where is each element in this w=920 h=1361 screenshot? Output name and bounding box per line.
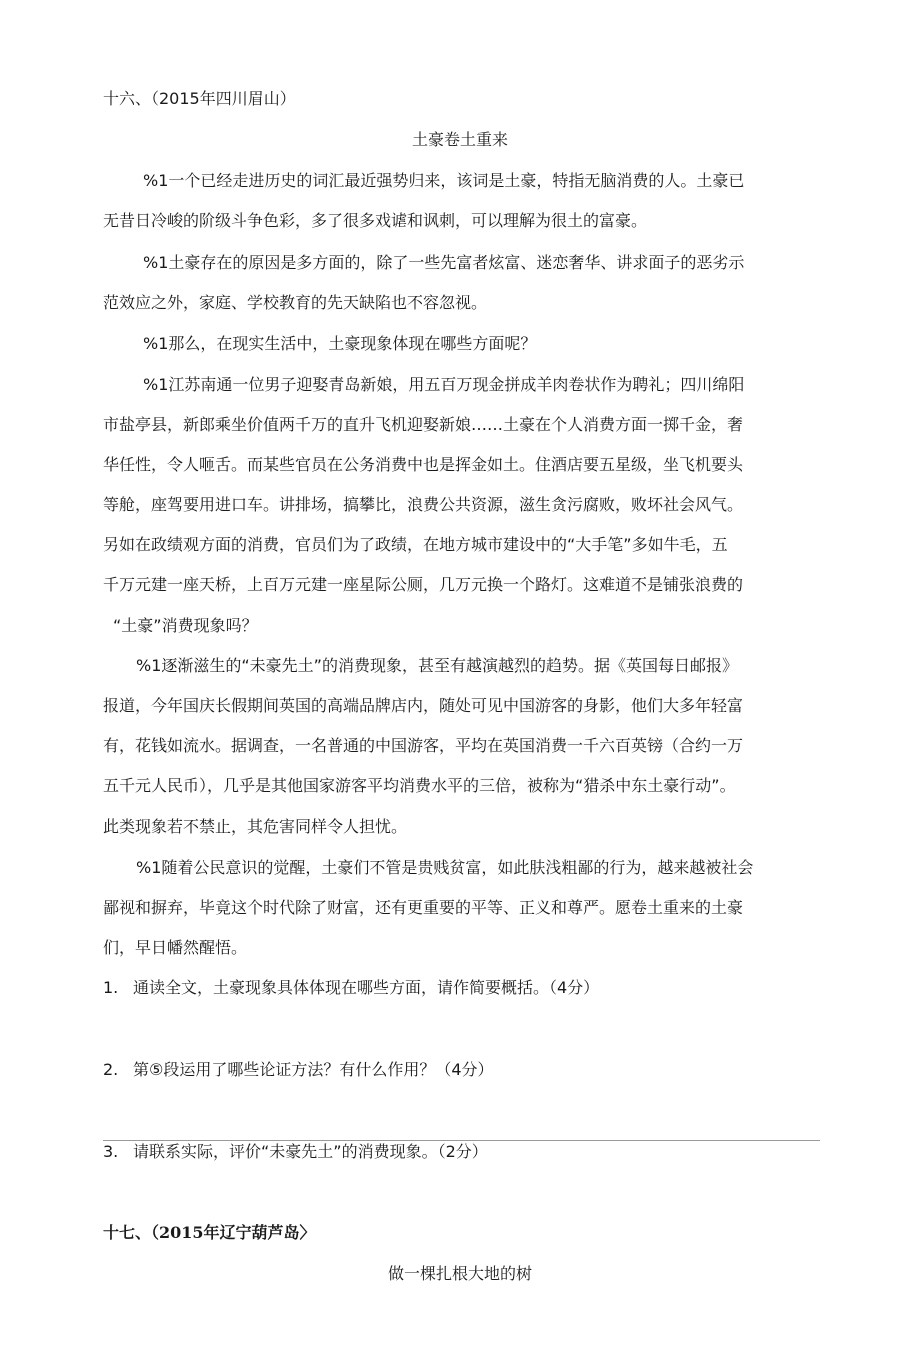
p1-line-1: %1一个已经走进历史的词汇最近强势归来，该词是土豪，特指无脑消费的人。土豪已 xyxy=(143,171,745,190)
section-17-heading: 十七、（2015年辽宁葫芦岛〉 xyxy=(103,1223,316,1242)
p5-line-4: 五千元人民币），几乎是其他国家游客平均消费水平的三倍，被称为“猎杀中东土豪行动”。 xyxy=(103,776,736,795)
p4-line-4: 等舱，座驾要用进口车。讲排场，搞攀比，浪费公共资源，滋生贪污腐败，败坏社会风气。 xyxy=(103,495,744,514)
p4-line-1: %1江苏南通一位男子迎娶青岛新娘，用五百万现金拼成羊肉卷状作为聘礼；四川绵阳 xyxy=(143,375,745,394)
question-2-number: 2. xyxy=(103,1060,119,1079)
question-2 xyxy=(103,1059,783,1081)
question-3-number: 3. xyxy=(103,1142,119,1161)
p4-line-7: “土豪”消费现象吗？ xyxy=(113,616,258,635)
section-17-title: 做一棵扎根大地的树 xyxy=(387,1264,532,1283)
p5-line-1: %1逐渐滋生的“未豪先土”的消费现象，甚至有越演越烈的趋势。据《英国每日邮报》 xyxy=(136,656,738,675)
p5-line-5: 此类现象若不禁止，其危害同样令人担忧。 xyxy=(103,817,408,836)
p6-line-1: %1随着公民意识的觉醒，土豪们不管是贵贱贫富，如此肤浅粗鄙的行为，越来越被社会 xyxy=(136,858,754,877)
section-16-title: 土豪卷土重来 xyxy=(411,130,508,149)
question-1-number: 1. xyxy=(103,978,119,997)
p5-line-2: 报道，今年国庆长假期间英国的高端品牌店内，随处可见中国游客的身影，他们大多年轻富 xyxy=(103,696,744,715)
question-2-text: 第⑤段运用了哪些论证方法？有什么作用？（4分） xyxy=(133,1060,494,1079)
p4-line-2: 市盐亭县，新郎乘坐价值两千万的直升飞机迎娶新娘……土豪在个人消费方面一掷千金，奢 xyxy=(103,415,744,434)
p3-line-1: %1那么，在现实生活中，土豪现象体现在哪些方面呢？ xyxy=(143,334,537,353)
p6-line-3: 们，早日幡然醒悟。 xyxy=(103,938,248,957)
p2-line-1: %1土豪存在的原因是多方面的，除了一些先富者炫富、迷恋奢华、讲求面子的恶劣示 xyxy=(143,253,745,272)
p4-line-6: 千万元建一座天桥，上百万元建一座星际公厕，几万元换一个路灯。这难道不是铺张浪费的 xyxy=(103,575,744,594)
p4-line-5: 另如在政绩观方面的消费，官员们为了政绩，在地方城市建设中的“大手笔”多如牛毛，五 xyxy=(103,535,728,554)
p1-line-2: 无昔日冷峻的阶级斗争色彩，多了很多戏谑和讽刺，可以理解为很土的富豪。 xyxy=(103,211,648,230)
section-16-heading: 十六、（2015年四川眉山） xyxy=(103,89,296,108)
question-3-text: 请联系实际，评价“未豪先土”的消费现象。（2分） xyxy=(133,1142,488,1161)
p2-line-2: 范效应之外，家庭、学校教育的先天缺陷也不容忽视。 xyxy=(103,293,488,312)
question-3 xyxy=(103,1141,783,1163)
question-1-text: 通读全文，土豪现象具体体现在哪些方面，请作简要概括。（4分） xyxy=(133,978,600,997)
p5-line-3: 有，花钱如流水。据调查，一名普通的中国游客，平均在英国消费一千六百英镑（合约一万 xyxy=(103,736,744,755)
p4-line-3: 华任性，令人咂舌。而某些官员在公务消费中也是挥金如土。住酒店要五星级，坐飞机要头 xyxy=(103,455,744,474)
p6-line-2: 鄙视和摒弃，毕竟这个时代除了财富，还有更重要的平等、正义和尊严。愿卷土重来的土豪 xyxy=(103,898,744,917)
question-1 xyxy=(103,977,783,999)
